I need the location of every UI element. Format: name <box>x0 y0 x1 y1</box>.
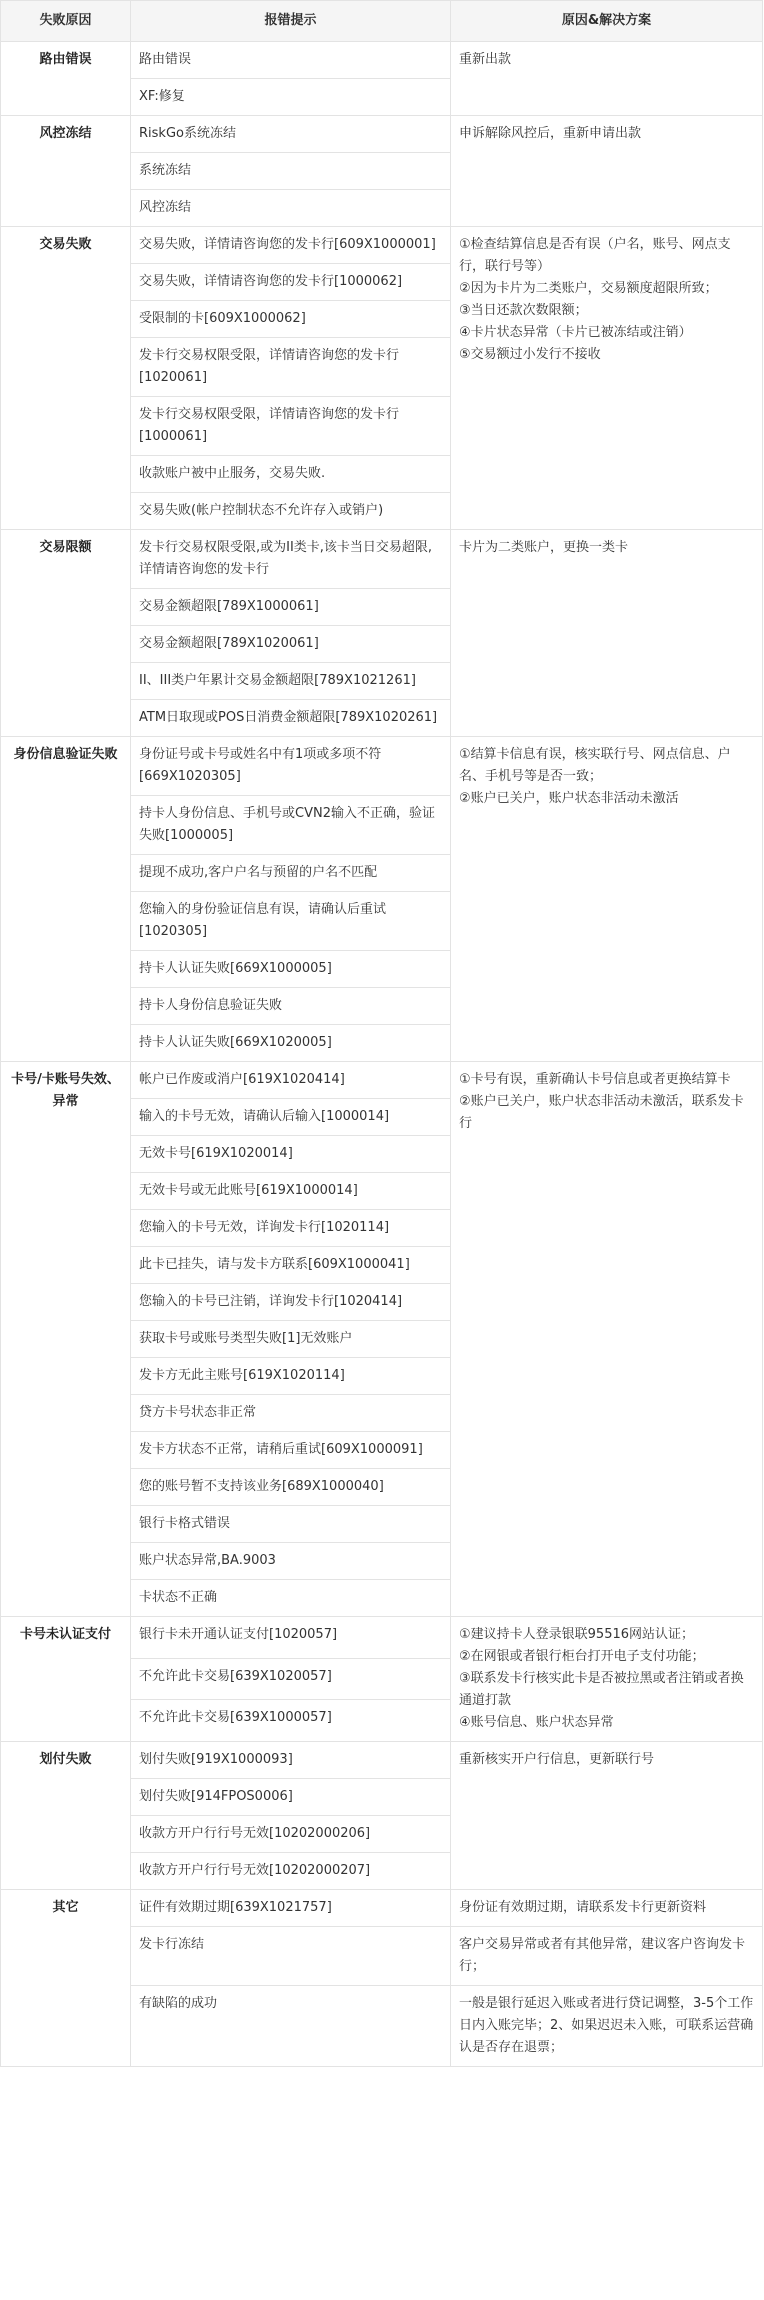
solution-line: 卡片为二类账户，更换一类卡 <box>459 540 629 555</box>
error-message: 您输入的卡号无效，详询发卡行[1020114] <box>131 1210 451 1247</box>
error-message: 收款方开户行行号无效[10202000206] <box>131 1816 451 1853</box>
solution-line: 重新核实开户行信息，更新联行号 <box>459 1752 655 1767</box>
failure-category: 交易限额 <box>1 530 131 737</box>
solution-cell <box>451 1742 763 1890</box>
error-message: 发卡行交易权限受限，详情请咨询您的发卡行[1020061] <box>131 338 451 397</box>
error-message: 不允许此卡交易[639X1020057] <box>131 1658 451 1700</box>
failure-category: 卡号未认证支付 <box>1 1617 131 1742</box>
solution-line: ①建议持卡人登录银联95516网站认证； <box>459 1627 695 1642</box>
solution-line: ④卡片状态异常（卡片已被冻结或注销） <box>459 325 692 340</box>
error-message: 交易失败(帐户控制状态不允许存入或销户) <box>131 493 451 530</box>
table-body <box>1 42 763 2067</box>
error-message: 持卡人认证失败[669X1000005] <box>131 951 451 988</box>
solution-line: ③联系发卡行核实此卡是否被拉黑或者注销或者换通道打款 <box>459 1671 744 1708</box>
error-message: 贷方卡号状态非正常 <box>131 1395 451 1432</box>
error-message: 账户状态异常,BA.9003 <box>131 1543 451 1580</box>
solution-cell: 身份证有效期过期，请联系发卡行更新资料 <box>451 1890 763 1927</box>
table-row <box>1 737 763 796</box>
solution-cell <box>451 1062 763 1617</box>
header-failure-reason: 失败原因 <box>1 1 131 42</box>
error-message: 帐户已作废或消户[619X1020414] <box>131 1062 451 1099</box>
solution-line: ①结算卡信息有误，核实联行号、网点信息、户名、手机号等是否一致； <box>459 747 731 784</box>
solution-line: ②在网银或者银行柜台打开电子支付功能； <box>459 1649 705 1664</box>
error-message: II、III类户年累计交易金额超限[789X1021261] <box>131 663 451 700</box>
error-message: 银行卡格式错误 <box>131 1506 451 1543</box>
error-message: 交易失败，详情请咨询您的发卡行[609X1000001] <box>131 227 451 264</box>
error-message: 输入的卡号无效，请确认后输入[1000014] <box>131 1099 451 1136</box>
error-message: 发卡行交易权限受限,或为II类卡,该卡当日交易超限,详情请咨询您的发卡行 <box>131 530 451 589</box>
table-row <box>1 530 763 589</box>
error-message: 身份证号或卡号或姓名中有1项或多项不符[669X1020305] <box>131 737 451 796</box>
error-message: 发卡方状态不正常，请稍后重试[609X1000091] <box>131 1432 451 1469</box>
table-row <box>1 1617 763 1659</box>
table-header <box>1 1 763 42</box>
error-message: 卡状态不正确 <box>131 1580 451 1617</box>
solution-line: ②账户已关户，账户状态非活动未激活，联系发卡行 <box>459 1094 744 1131</box>
table-row <box>1 227 763 264</box>
failure-category: 路由错误 <box>1 42 131 116</box>
error-message: XF:修复 <box>131 79 451 116</box>
solution-cell <box>451 530 763 737</box>
failure-category: 其它 <box>1 1890 131 2067</box>
error-message: 持卡人认证失败[669X1020005] <box>131 1025 451 1062</box>
solution-line: ③当日还款次数限额； <box>459 303 588 318</box>
error-message: 无效卡号[619X1020014] <box>131 1136 451 1173</box>
solution-line: ④账号信息、账户状态异常 <box>459 1715 614 1730</box>
table-row <box>1 1062 763 1099</box>
error-message: 划付失败[914FPOS0006] <box>131 1779 451 1816</box>
header-cause-solution: 原因&解决方案 <box>451 1 763 42</box>
solution-line: 申诉解除风控后，重新申请出款 <box>459 126 642 141</box>
error-message: 无效卡号或无此账号[619X1000014] <box>131 1173 451 1210</box>
error-message: 发卡行交易权限受限，详情请咨询您的发卡行[1000061] <box>131 397 451 456</box>
error-message: 您的账号暂不支持该业务[689X1000040] <box>131 1469 451 1506</box>
solution-line: ②账户已关户，账户状态非活动未激活 <box>459 791 679 806</box>
table-row <box>1 1742 763 1779</box>
error-message: 持卡人身份信息验证失败 <box>131 988 451 1025</box>
error-message: 您输入的身份验证信息有误，请确认后重试[1020305] <box>131 892 451 951</box>
solution-cell: 一般是银行延迟入账或者进行贷记调整，3-5个工作日内入账完毕；2、如果迟迟未入账，可联系运营确认是否存在退票； <box>451 1986 763 2067</box>
error-message: 路由错误 <box>131 42 451 79</box>
table-row <box>1 42 763 79</box>
error-message: 收款方开户行行号无效[10202000207] <box>131 1853 451 1890</box>
failure-category: 身份信息验证失败 <box>1 737 131 1062</box>
error-message: 风控冻结 <box>131 190 451 227</box>
error-message: 交易失败，详情请咨询您的发卡行[1000062] <box>131 264 451 301</box>
error-message: 此卡已挂失，请与发卡方联系[609X1000041] <box>131 1247 451 1284</box>
solution-line: ①卡号有误，重新确认卡号信息或者更换结算卡 <box>459 1072 731 1087</box>
error-message: 银行卡未开通认证支付[1020057] <box>131 1617 451 1659</box>
solution-line: ①检查结算信息是否有误（户名，账号、网点支行，联行号等） <box>459 237 731 274</box>
error-message: 收款账户被中止服务，交易失败. <box>131 456 451 493</box>
table-row <box>1 1890 763 1927</box>
error-message: 提现不成功,客户户名与预留的户名不匹配 <box>131 855 451 892</box>
error-message: 不允许此卡交易[639X1000057] <box>131 1700 451 1742</box>
error-message: 发卡方无此主账号[619X1020114] <box>131 1358 451 1395</box>
solution-cell <box>451 42 763 116</box>
solution-cell <box>451 227 763 530</box>
solution-line: ②因为卡片为二类账户，交易额度超限所致； <box>459 281 718 296</box>
error-message: 获取卡号或账号类型失败[1]无效账户 <box>131 1321 451 1358</box>
header-error-prompt: 报错提示 <box>131 1 451 42</box>
error-message: 划付失败[919X1000093] <box>131 1742 451 1779</box>
error-message: 您输入的卡号已注销，详询发卡行[1020414] <box>131 1284 451 1321</box>
error-message: 交易金额超限[789X1000061] <box>131 589 451 626</box>
failure-category: 划付失败 <box>1 1742 131 1890</box>
error-message: 证件有效期过期[639X1021757] <box>131 1890 451 1927</box>
error-message: 受限制的卡[609X1000062] <box>131 301 451 338</box>
error-message: 有缺陷的成功 <box>131 1986 451 2067</box>
solution-cell <box>451 1617 763 1742</box>
table-row <box>1 116 763 153</box>
failure-category: 卡号/卡账号失效、异常 <box>1 1062 131 1617</box>
solution-cell: 客户交易异常或者有其他异常，建议客户咨询发卡行； <box>451 1927 763 1986</box>
failure-category: 交易失败 <box>1 227 131 530</box>
error-message: 持卡人身份信息、手机号或CVN2输入不正确，验证失败[1000005] <box>131 796 451 855</box>
error-message: 发卡行冻结 <box>131 1927 451 1986</box>
solution-line: 重新出款 <box>459 52 512 67</box>
error-message: 系统冻结 <box>131 153 451 190</box>
solution-cell <box>451 116 763 227</box>
solution-cell <box>451 737 763 1062</box>
header-row <box>1 1 763 42</box>
error-message: ATM日取现或POS日消费金额超限[789X1020261] <box>131 700 451 737</box>
failure-category: 风控冻结 <box>1 116 131 227</box>
solution-line: ⑤交易额过小发行不接收 <box>459 347 601 362</box>
error-message: 交易金额超限[789X1020061] <box>131 626 451 663</box>
error-message: RiskGo系统冻结 <box>131 116 451 153</box>
